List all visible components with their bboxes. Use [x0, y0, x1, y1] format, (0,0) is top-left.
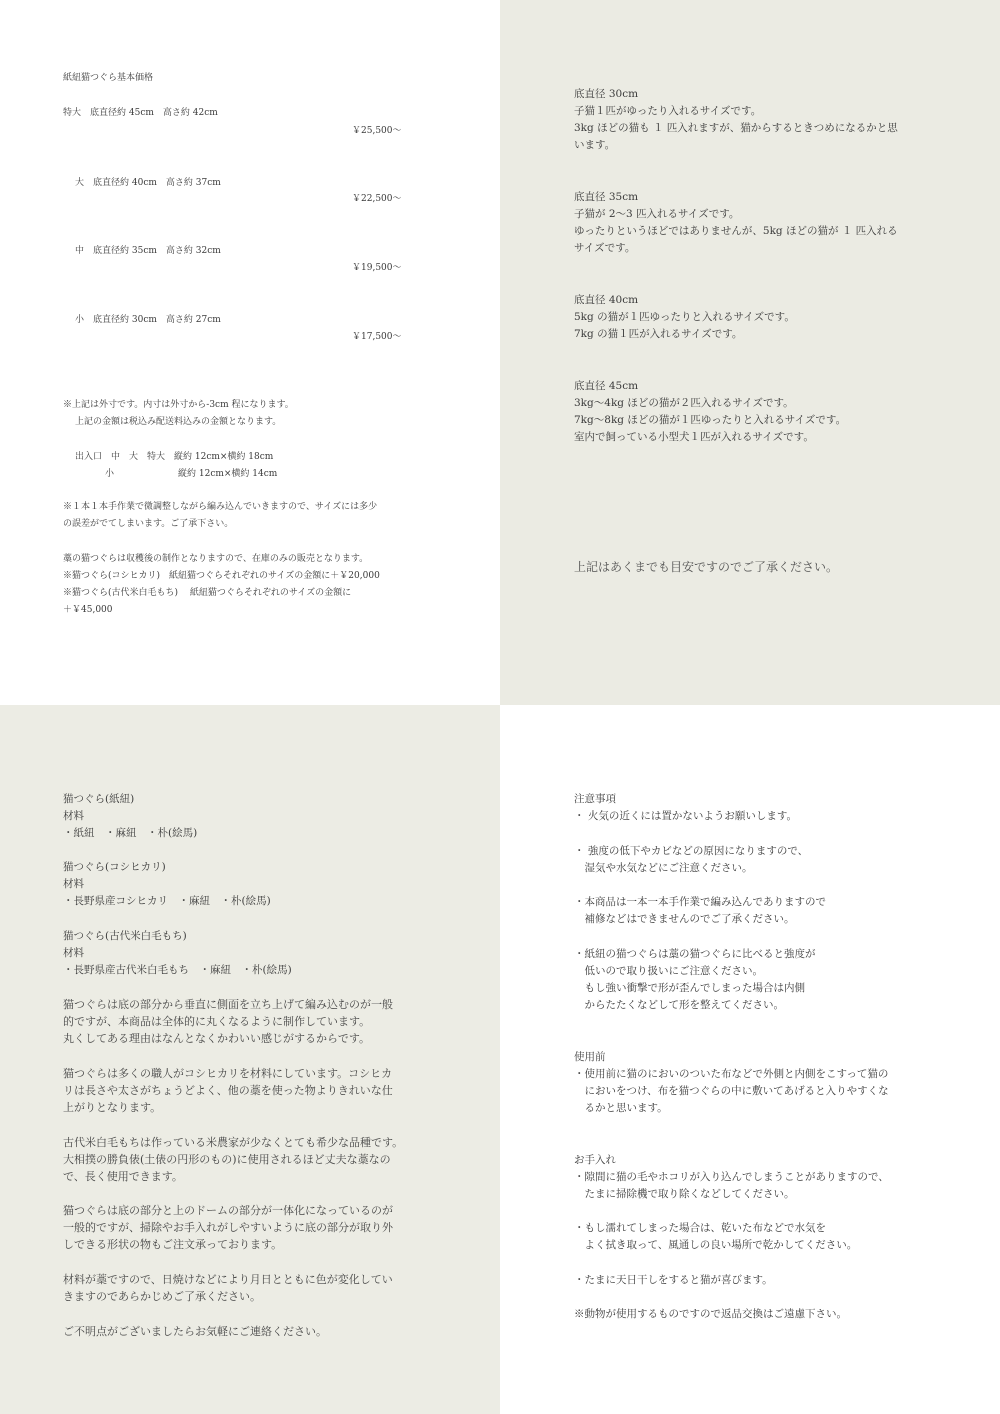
entrance-small-size: 縦約 12cm×横約 14cm — [178, 469, 278, 479]
size-label-m: 中 底直径約 35cm 高さ約 32cm — [75, 246, 221, 256]
materials-panel — [0, 705, 500, 1414]
paragraph-color: 材料が藁ですので、日焼けなどにより月日とともに色が変化してい きますのであらかじめご了承ください。 — [63, 1273, 393, 1303]
size-guide-footer: 上記はあくまでも目安ですのでご了承ください。 — [574, 560, 839, 574]
price-l: ￥22,500～ — [352, 194, 402, 204]
handmade-note: ※１本１本手作業で微調整しながら編み込んでいきますので、サイズには多少 の誤差がでてしまいます。ご了承下さい。 — [63, 502, 378, 529]
outer-size-note: ※上記は外寸です。内寸は外寸から-3cm 程になります。 — [63, 400, 294, 410]
pricing-title: 紙紐猫つぐら基本価格 — [63, 73, 154, 83]
caution-item-repair: ・本商品は一本一本手作業で編み込んでありますので 補修などはできませんのでご了承ください。 — [574, 896, 826, 925]
paragraph-contact: ご不明点がございましたらお気軽にご連絡ください。 — [63, 1325, 327, 1338]
care-item-sun: ・たまに天日干しをすると猫が喜びます。 — [574, 1274, 773, 1286]
size-label-l: 大 底直径約 40cm 高さ約 37cm — [75, 178, 221, 188]
pricing-panel — [0, 0, 500, 705]
product-kodaimai: 猫つぐら(古代米白毛もち) 材料 ・長野県産古代米白毛もち ・麻紐 ・朴(絵馬) — [63, 930, 292, 976]
straw-note: 藁の猫つぐらは収穫後の制作となりますので、在庫のみの販売となります。 ※猫つぐら(コシヒカリ) 紙紐猫つぐらそれぞれのサイズの金額に＋￥20,000 ※猫つぐら(古代米白毛もち) 紙紐猫つぐらそれぞれのサイズの金額に ＋￥45,000 — [63, 554, 380, 615]
price-xl: ￥25,500～ — [352, 126, 402, 136]
caution-item-humidity: ・ 強度の低下やカビなどの原因になりますので、 湿気や水気などにご注意ください。 — [574, 845, 809, 874]
care-item-wet: ・もし濡れてしまった場合は、乾いた布などで水気を よく拭き取って、風通しの良い場所で乾かしてください。 — [574, 1222, 858, 1251]
price-s: ￥17,500～ — [352, 332, 402, 342]
product-paper: 猫つぐら(紙紐) 材料 ・紙紐 ・麻紐 ・朴(絵馬) — [63, 793, 198, 839]
care-section: お手入れ ・隙間に猫の毛やホコリが入り込んでしまうことがありますので、 たまに掃除機で取り除くなどしてください。 — [574, 1154, 889, 1200]
size-guide-40: 底直径 40cm 5kg の猫が１匹ゆったりと入れるサイズです。 7kg の猫１匹が入れるサイズです。 — [574, 294, 795, 340]
price-m: ￥19,500～ — [352, 263, 402, 273]
size-label-s: 小 底直径約 30cm 高さ約 27cm — [75, 315, 221, 325]
size-guide-35: 底直径 35cm 子猫が 2～3 匹入れるサイズです。 ゆったりというほどではありませんが、5kg ほどの猫が １ 匹入れる サイズです。 — [574, 191, 898, 254]
product-koshihikari: 猫つぐら(コシヒカリ) 材料 ・長野県産コシヒカリ ・麻紐 ・朴(絵馬) — [63, 861, 271, 907]
paragraph-dome: 猫つぐらは底の部分と上のドームの部分が一体化になっているのが 一般的ですが、掃除やお手入れがしやすいように底の部分が取り外 しできる形状の物もご注文承っております。 — [63, 1204, 393, 1251]
caution-section: 注意事項 ・ 火気の近くには置かないようお願いします。 — [574, 793, 797, 822]
paragraph-shape: 猫つぐらは底の部分から垂直に側面を立ち上げて編み込むのが一般 的ですが、本商品は全体的に丸くなるように制作しています。 丸くしてある理由はなんとなくかわいい感じがするからです。 — [63, 998, 393, 1045]
entrance-size: 出入口 中 大 特大 縦約 12cm×横約 18cm — [75, 452, 274, 462]
paragraph-koshihikari: 猫つぐらは多くの職人がコシヒカリを材料にしています。コシヒカ リは長さや太さがちょうどよく、他の藁を使った物よりきれいな仕 上がりとなります。 — [63, 1067, 393, 1114]
size-guide-panel — [500, 0, 1000, 705]
notices-panel — [500, 705, 1000, 1414]
caution-title: 注意事項 — [574, 793, 616, 805]
size-label-xl: 特大 底直径約 45cm 高さ約 42cm — [63, 108, 218, 118]
size-guide-30: 底直径 30cm 子猫１匹がゆったり入れるサイズです。 3kg ほどの猫も １ 匹入れますが、猫からするときつめになるかと思 います。 — [574, 88, 898, 151]
paragraph-kodaimai: 古代米白毛もちは作っている米農家が少なくとても希少な品種です。 大相撲の勝負俵(土俵の円形のもの)に使用されるほど丈夫な藁なの で、長く使用できます。 — [63, 1136, 404, 1183]
price-tax-note: 上記の金額は税込み配送料込みの金額となります。 — [75, 417, 282, 427]
no-return-note: ※動物が使用するものですので返品交換はご遠慮下さい。 — [574, 1308, 847, 1320]
care-title: お手入れ — [574, 1154, 616, 1166]
before-use-title: 使用前 — [574, 1051, 606, 1063]
caution-item-strength: ・紙紐の猫つぐらは藁の猫つぐらに比べると強度が 低いので取り扱いにご注意ください。 もし強い衝撃で形が歪んでしまった場合は内側 からたたくなどして形を整えてください。 — [574, 948, 816, 1011]
entrance-small-label: 小 — [105, 469, 115, 479]
before-use-section: 使用前 ・使用前に猫のにおいのついた布などで外側と内側をこすって猫の においをつけ、布を猫つぐらの中に敷いてあげると入りやすくな るかと思います。 — [574, 1051, 889, 1114]
size-guide-45: 底直径 45cm 3kg～4kg ほどの猫が２匹入れるサイズです。 7kg～8kg ほどの猫が１匹ゆったりと入れるサイズです。 室内で飼っている小型犬１匹が入れるサイズです。 — [574, 380, 847, 443]
